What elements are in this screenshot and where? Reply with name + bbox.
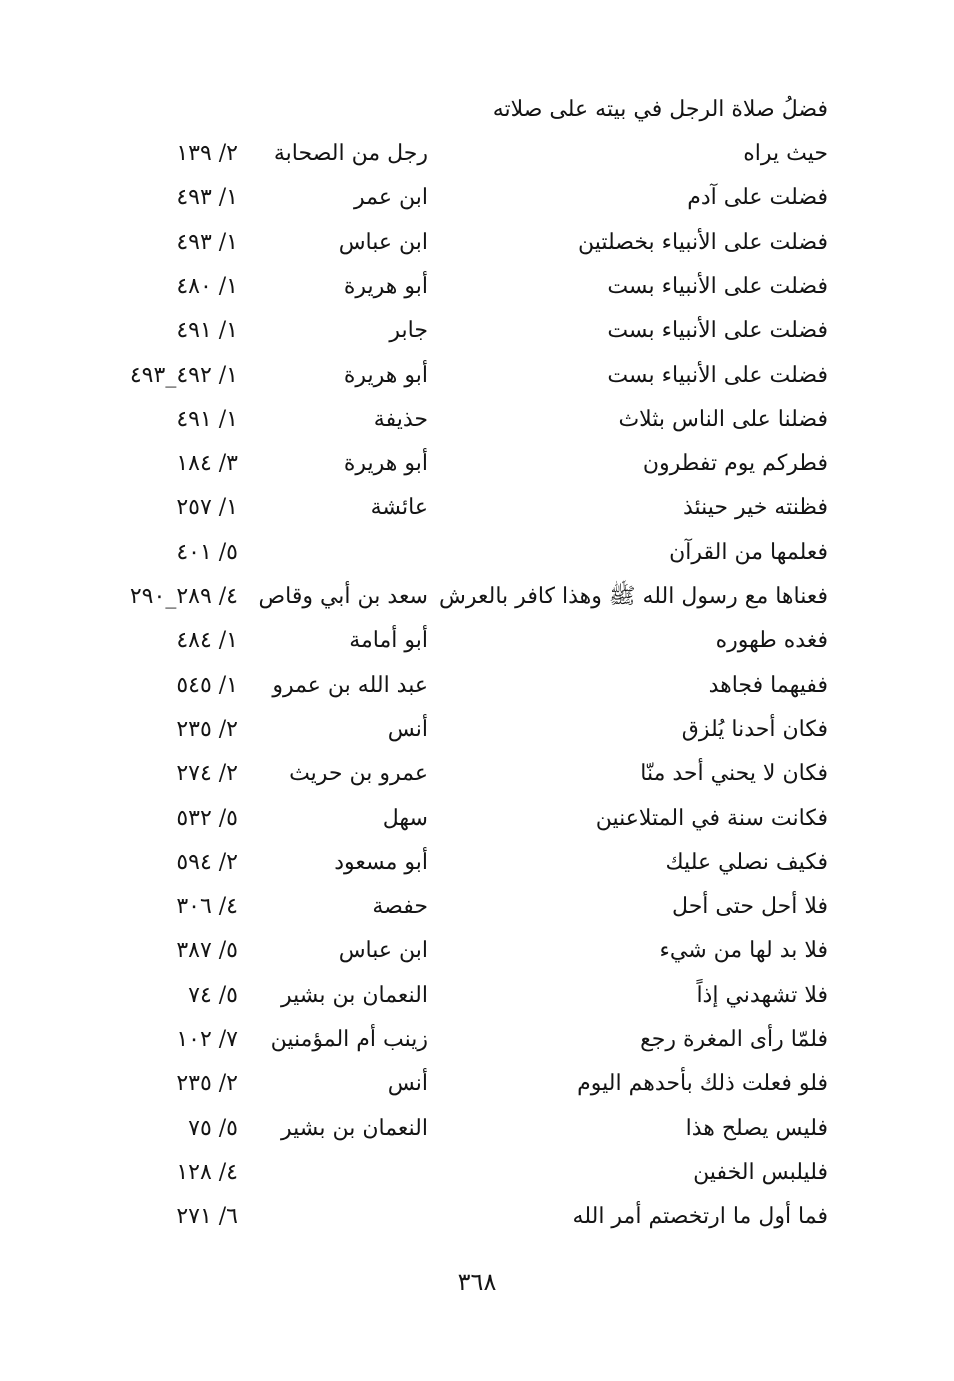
volume-page-reference: ٥/ ٤٠١ bbox=[176, 540, 238, 565]
index-row bbox=[0, 754, 954, 794]
hadith-text: فليس يصلح هذا bbox=[685, 1116, 828, 1141]
volume-page-reference: ٥/ ٥٣٢ bbox=[176, 806, 238, 831]
volume-page-reference: ٢/ ٢٣٥ bbox=[176, 717, 238, 742]
index-row bbox=[0, 178, 954, 218]
narrator-name: سهل bbox=[382, 806, 428, 831]
hadith-text: ففيهما فجاهد bbox=[708, 673, 828, 698]
index-row bbox=[0, 400, 954, 440]
volume-page-reference: ٦/ ٢٧١ bbox=[176, 1204, 238, 1229]
volume-page-reference: ٣/ ١٨٤ bbox=[176, 451, 238, 476]
narrator-name: أنس bbox=[387, 1071, 428, 1096]
volume-page-reference: ١/ ٤٩١ bbox=[176, 318, 238, 343]
hadith-text: فضلت على الأنبياء بست bbox=[607, 274, 828, 299]
narrator-name: أبو هريرة bbox=[343, 274, 428, 299]
narrator-name: رجل من الصحابة bbox=[273, 141, 428, 166]
narrator-name: أنس bbox=[387, 717, 428, 742]
hadith-text: فما أول ما ارتخصتم أمر الله bbox=[572, 1204, 828, 1229]
index-row bbox=[0, 799, 954, 839]
narrator-name: النعمان بن بشير bbox=[280, 1116, 428, 1141]
volume-page-reference: ٤/ ٣٠٦ bbox=[176, 894, 238, 919]
volume-page-reference: ١/ ٤٩٣ bbox=[176, 230, 238, 255]
narrator-name: ابن عباس bbox=[338, 938, 428, 963]
index-row bbox=[0, 1020, 954, 1060]
index-row bbox=[0, 356, 954, 396]
volume-page-reference: ٥/ ٧٥ bbox=[188, 1116, 238, 1141]
index-row bbox=[0, 1153, 954, 1193]
index-row bbox=[0, 710, 954, 750]
narrator-name: عمرو بن حريث bbox=[289, 761, 428, 786]
index-row bbox=[0, 311, 954, 351]
index-row bbox=[0, 577, 954, 617]
hadith-text: فعناها مع رسول الله ﷺ وهذا كافر بالعرش bbox=[439, 584, 828, 609]
volume-page-reference: ٥/ ٣٨٧ bbox=[176, 938, 238, 963]
hadith-text: فطركم يوم تفطرون bbox=[642, 451, 828, 476]
narrator-name: عائشة bbox=[370, 495, 428, 520]
volume-page-reference: ١/ ٥٤٥ bbox=[176, 673, 238, 698]
index-row bbox=[0, 887, 954, 927]
volume-page-reference: ٤/ ١٢٨ bbox=[176, 1160, 238, 1185]
narrator-name: أبو هريرة bbox=[343, 363, 428, 388]
hadith-text: فضلت على الأنبياء بست bbox=[607, 318, 828, 343]
volume-page-reference: ١/ ٤٩٢_٤٩٣ bbox=[129, 363, 238, 388]
hadith-text: فكان لا يحني أحد منّا bbox=[640, 761, 828, 786]
hadith-text: فضلت على آدم bbox=[687, 185, 828, 210]
narrator-name: أبو مسعود bbox=[334, 850, 428, 875]
index-row bbox=[0, 931, 954, 971]
narrator-name: أبو أمامة bbox=[349, 628, 428, 653]
hadith-text: فكيف نصلي عليك bbox=[665, 850, 828, 875]
volume-page-reference: ٢/ ١٣٩ bbox=[176, 141, 238, 166]
hadith-text: حيث يراه bbox=[743, 141, 828, 166]
index-row bbox=[0, 488, 954, 528]
index-row bbox=[0, 666, 954, 706]
narrator-name: عبد الله بن عمرو bbox=[272, 673, 428, 698]
volume-page-reference: ١/ ٤٨٠ bbox=[176, 274, 238, 299]
index-row bbox=[0, 1197, 954, 1237]
volume-page-reference: ١/ ٢٥٧ bbox=[176, 495, 238, 520]
hadith-text: فلا بد لها من شيء bbox=[659, 938, 828, 963]
volume-page-reference: ٢/ ٢٣٥ bbox=[176, 1071, 238, 1096]
volume-page-reference: ٥/ ٧٤ bbox=[188, 983, 238, 1008]
hadith-text: فلا أحل حتى أحل bbox=[672, 894, 828, 919]
index-heading-entry: فضلُ صلاة الرجل في بيته على صلاته bbox=[492, 97, 828, 122]
index-row bbox=[0, 1109, 954, 1149]
index-row bbox=[0, 843, 954, 883]
narrator-name: حفصة bbox=[372, 894, 428, 919]
index-row bbox=[0, 621, 954, 661]
volume-page-reference: ١/ ٤٨٤ bbox=[176, 628, 238, 653]
page-number: ٣٦٨ bbox=[457, 1268, 497, 1296]
index-row bbox=[0, 267, 954, 307]
narrator-name: زينب أم المؤمنين bbox=[270, 1027, 428, 1052]
hadith-text: فليلبس الخفين bbox=[693, 1160, 828, 1185]
hadith-text: فكانت سنة في المتلاعنين bbox=[595, 806, 828, 831]
index-row bbox=[0, 533, 954, 573]
volume-page-reference: ٢/ ٥٩٤ bbox=[176, 850, 238, 875]
hadith-text: فضلت على الأنبياء بخصلتين bbox=[577, 230, 828, 255]
volume-page-reference: ٧/ ١٠٢ bbox=[176, 1027, 238, 1052]
hadith-text: فضلت على الأنبياء بست bbox=[607, 363, 828, 388]
hadith-text: فضلنا على الناس بثلاث bbox=[618, 407, 828, 432]
hadith-text: فلمّا رأى المغرة رجع bbox=[640, 1027, 828, 1052]
hadith-text: فكان أحدنا يُلزق bbox=[681, 717, 828, 742]
narrator-name: النعمان بن بشير bbox=[280, 983, 428, 1008]
hadith-text: فعلمها من القرآن bbox=[669, 540, 828, 565]
narrator-name: ابن عباس bbox=[338, 230, 428, 255]
narrator-name: جابر bbox=[389, 318, 428, 343]
index-row bbox=[0, 976, 954, 1016]
hadith-text: فظنته خير حينئذ bbox=[682, 495, 828, 520]
narrator-name: ابن عمر bbox=[354, 185, 428, 210]
hadith-text: فلو فعلت ذلك بأحدهم اليوم bbox=[577, 1071, 828, 1096]
volume-page-reference: ٤/ ٢٨٩_٢٩٠ bbox=[129, 584, 238, 609]
narrator-name: أبو هريرة bbox=[343, 451, 428, 476]
volume-page-reference: ١/ ٤٩٣ bbox=[176, 185, 238, 210]
narrator-name: حذيفة bbox=[373, 407, 428, 432]
hadith-text: فلا تشهدني إذاً bbox=[696, 983, 828, 1008]
index-row bbox=[0, 223, 954, 263]
hadith-text: فغده طهوره bbox=[715, 628, 828, 653]
index-row bbox=[0, 444, 954, 484]
narrator-name: سعد بن أبي وقاص bbox=[258, 584, 428, 609]
volume-page-reference: ١/ ٤٩١ bbox=[176, 407, 238, 432]
volume-page-reference: ٢/ ٢٧٤ bbox=[176, 761, 238, 786]
index-row bbox=[0, 1064, 954, 1104]
index-row bbox=[0, 134, 954, 174]
